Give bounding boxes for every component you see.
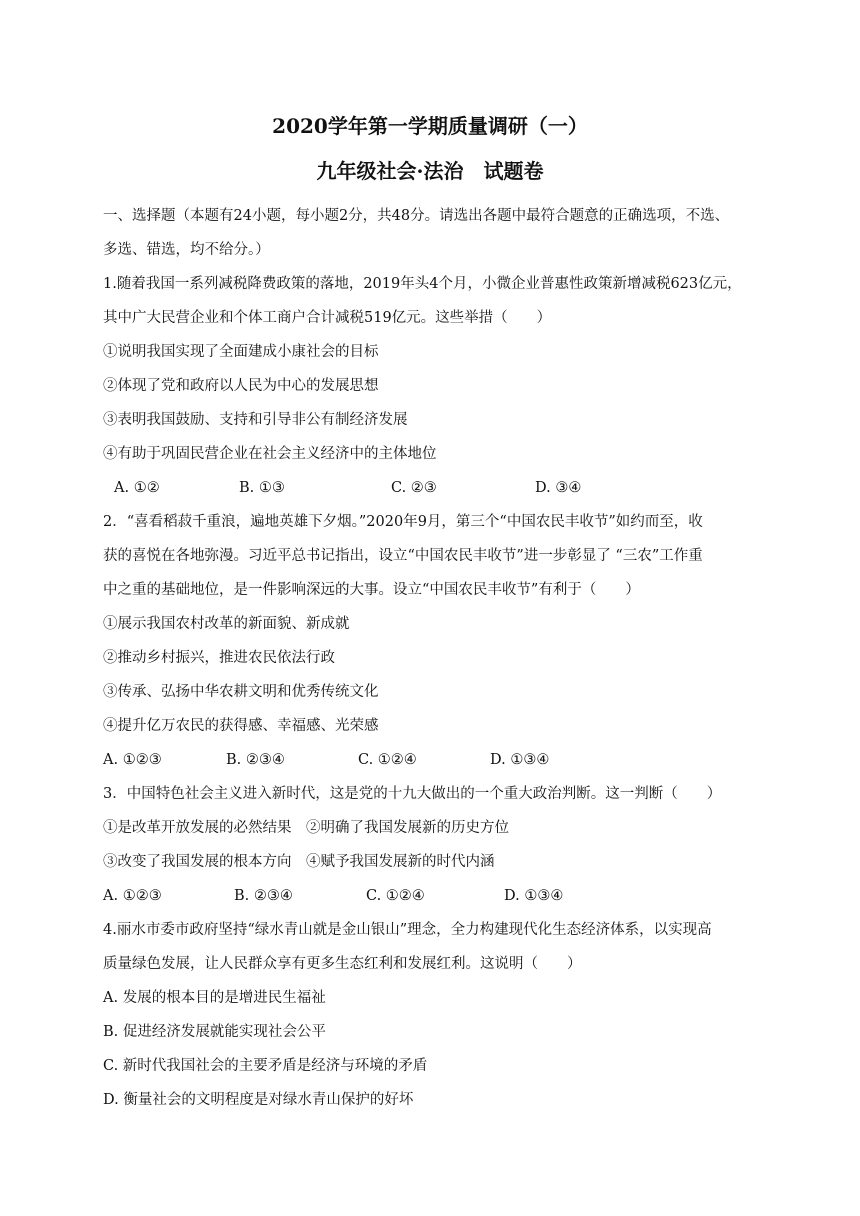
question-stem-line: 质量绿色发展，让人民群众享有更多生态红利和发展红利。这说明（ ） — [103, 956, 582, 972]
page-subtitle: 九年级社会·法治 试题卷 — [316, 159, 544, 183]
statement-item: ①是改革开放发展的必然结果 ②明确了我国发展新的历史方位 — [103, 820, 509, 836]
answer-options — [103, 471, 771, 505]
question-stem-line: 其中广大民营企业和个体工商户合计减税519亿元。这些举措（ ） — [103, 310, 552, 326]
statement-item: ①说明我国实现了全面建成小康社会的目标 — [103, 344, 379, 360]
statement-item: ①展示我国农村改革的新面貌、新成就 — [103, 616, 350, 632]
choice-c: C. 新时代我国社会的主要矛盾是经济与环境的矛盾 — [103, 1058, 428, 1074]
statement-item: ③表明我国鼓励、支持和引导非公有制经济发展 — [103, 412, 408, 428]
exam-content — [103, 199, 771, 1117]
question-4 — [103, 913, 771, 1117]
answer-options — [103, 879, 771, 913]
option-a: A. ①②③ — [103, 752, 162, 768]
choice-a: A. 发展的根本目的是增进民生福祉 — [103, 990, 326, 1006]
choice-b: B. 促进经济发展就能实现社会公平 — [103, 1024, 326, 1040]
statement-item: ②推动乡村振兴，推进农民依法行政 — [103, 650, 335, 666]
section-instruction-line: 多选、错选，均不给分。） — [103, 242, 270, 258]
option-c: C. ②③ — [391, 480, 437, 496]
question-stem-line: 4.丽水市委市政府坚持“绿水青山就是金山银山”理念，全力构建现代化生态经济体系，以实现高 — [103, 922, 712, 938]
option-c: C. ①②④ — [358, 752, 417, 768]
option-b: B. ②③④ — [226, 752, 285, 768]
question-3 — [103, 777, 771, 913]
choice-d: D. 衡量社会的文明程度是对绿水青山保护的好坏 — [103, 1092, 414, 1108]
question-1 — [103, 267, 771, 505]
question-stem-line: 1.随着我国一系列减税降费政策的落地，2019年头4个月，小微企业普惠性政策新增减税623亿元， — [103, 276, 742, 292]
question-stem-line: 获的喜悦在各地弥漫。习近平总书记指出，设立“中国农民丰收节”进一步彰显了 “三农”工作重 — [103, 548, 703, 564]
option-b: B. ②③④ — [234, 888, 293, 904]
statement-item: ③改变了我国发展的根本方向 ④赋予我国发展新的时代内涵 — [103, 854, 495, 870]
page-title: 2020学年第一学期质量调研（一） — [272, 114, 588, 138]
option-d: D. ①③④ — [490, 752, 550, 768]
option-a: A. ①②③ — [103, 888, 162, 904]
option-a: A. ①② — [114, 480, 160, 496]
statement-item: ③传承、弘扬中华农耕文明和优秀传统文化 — [103, 684, 379, 700]
option-b: B. ①③ — [239, 480, 285, 496]
statement-item: ④有助于巩固民营企业在社会主义经济中的主体地位 — [103, 446, 437, 462]
section-instruction-line: 一、选择题（本题有24小题，每小题2分，共48分。请选出各题中最符合题意的正确选项，不选、 — [103, 208, 730, 224]
statement-item: ②体现了党和政府以人民为中心的发展思想 — [103, 378, 379, 394]
question-2 — [103, 505, 771, 777]
question-stem-line: 2．“喜看稻菽千重浪，遍地英雄下夕烟。”2020年9月，第三个“中国农民丰收节”如约而至，收 — [103, 514, 703, 530]
statement-item: ④提升亿万农民的获得感、幸福感、光荣感 — [103, 718, 379, 734]
option-d: D. ①③④ — [504, 888, 564, 904]
question-stem-line: 3．中国特色社会主义进入新时代，这是党的十九大做出的一个重大政治判断。这一判断（ ） — [103, 786, 722, 802]
option-c: C. ①②④ — [366, 888, 425, 904]
question-stem-line: 中之重的基础地位，是一件影响深远的大事。设立“中国农民丰收节”有利于（ ） — [103, 582, 640, 598]
answer-options — [103, 743, 771, 777]
option-d: D. ③④ — [535, 480, 582, 496]
